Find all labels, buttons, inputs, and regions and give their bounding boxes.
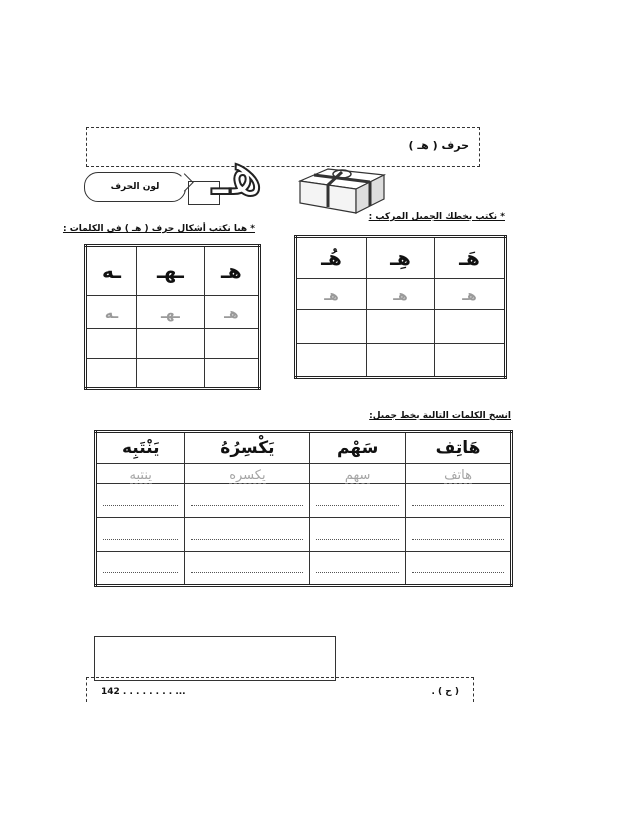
word-trace: هاتف (444, 468, 472, 484)
writing-cell[interactable] (296, 344, 367, 378)
trace-letter: ـهـ (160, 305, 180, 322)
grid-a-cell (136, 246, 204, 296)
letter-form-medial: ـهـ (156, 259, 184, 284)
writing-cell[interactable] (434, 310, 505, 344)
trace-letter: هـ (462, 287, 477, 304)
footer-right-text: ( ح ) . (431, 687, 459, 697)
writing-cell[interactable] (204, 328, 259, 358)
footer-left-text: 142 . . . . . . . . ... (101, 687, 186, 697)
letter-form-initial: هـ (221, 259, 242, 284)
section-b-instruction: * نكتب بخطك الجميل المركب : (368, 212, 505, 222)
writing-cell[interactable] (367, 310, 435, 344)
grid-a-cell (204, 246, 259, 296)
word-trace: سهم (344, 468, 371, 484)
outlined-letter: هـ (212, 136, 263, 209)
letter-form-final: ـه (102, 259, 121, 284)
writing-cell[interactable] (185, 518, 310, 552)
word-trace: يكسره (229, 468, 266, 484)
grid-a-cell (86, 246, 137, 296)
writing-cell[interactable] (185, 552, 310, 586)
writing-cell[interactable] (96, 552, 185, 586)
section-a-grid (84, 244, 261, 390)
word-trace: ينتبه (129, 468, 152, 484)
word-model: يَكْسِرُهُ (220, 438, 275, 459)
writing-cell[interactable] (136, 328, 204, 358)
writing-cell[interactable] (296, 310, 367, 344)
trace-letter: هـ (393, 287, 408, 304)
section-a-instruction: * هيا نكتب أشكال حرف ( هـ ) في الكلمات : (62, 224, 255, 234)
writing-cell[interactable] (434, 344, 505, 378)
letter-damma: هُـ (321, 246, 342, 271)
writing-cell[interactable] (96, 484, 185, 518)
word-model: هَاتِف (435, 438, 481, 459)
word-model: يَنْتَبِه (121, 438, 160, 459)
trace-letter: ـه (104, 305, 119, 322)
writing-cell[interactable] (406, 484, 512, 518)
letter-fatha: هَـ (459, 246, 480, 271)
writing-cell[interactable] (96, 518, 185, 552)
section-b-grid (294, 235, 507, 379)
word-model: سَهْم (337, 438, 379, 459)
writing-cell[interactable] (310, 518, 406, 552)
writing-cell[interactable] (310, 484, 406, 518)
title-box (86, 127, 480, 167)
blank-box (94, 636, 336, 681)
trace-letter: هـ (224, 305, 239, 322)
writing-cell[interactable] (185, 484, 310, 518)
writing-cell[interactable] (367, 344, 435, 378)
writing-cell[interactable] (86, 358, 137, 388)
color-instruction-bubble: لون الحرف (84, 172, 186, 202)
section-c-grid (94, 430, 513, 587)
writing-cell[interactable] (406, 518, 512, 552)
writing-cell[interactable] (136, 358, 204, 388)
footer-dashed-box (86, 677, 474, 702)
writing-cell[interactable] (204, 358, 259, 388)
gift-box-icon (298, 165, 388, 215)
writing-cell[interactable] (86, 328, 137, 358)
trace-letter: هـ (324, 287, 339, 304)
worksheet-title: حرف ( هـ ) (408, 139, 469, 152)
section-c-instruction: انسخ الكلمات التالية بخط جميل: (369, 411, 511, 421)
writing-cell[interactable] (310, 552, 406, 586)
letter-kasra: هِـ (390, 246, 411, 271)
writing-cell[interactable] (406, 552, 512, 586)
